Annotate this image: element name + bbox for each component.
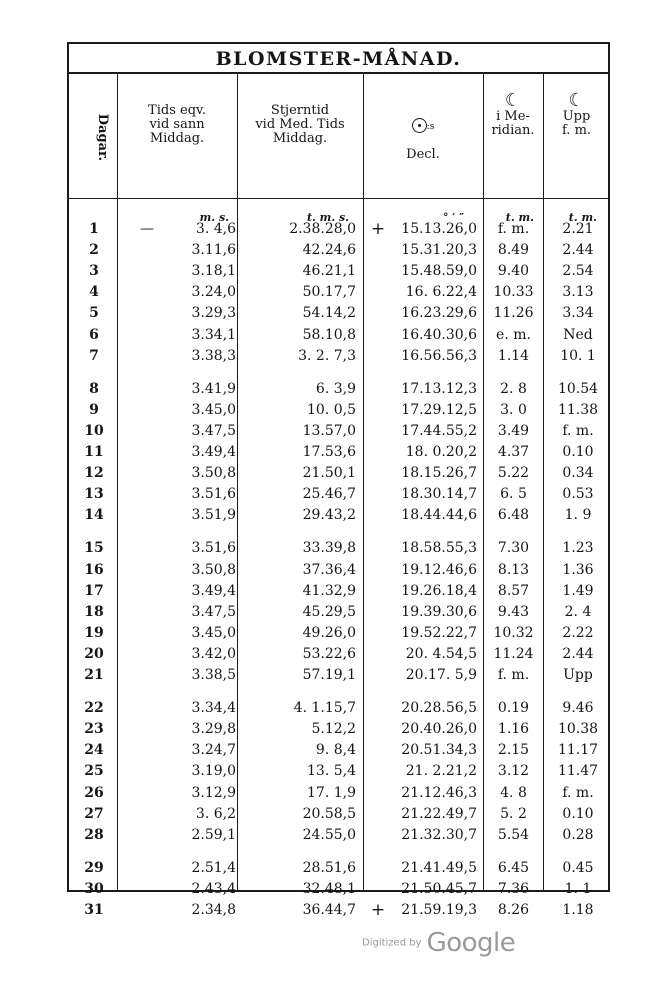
table-row xyxy=(69,463,608,484)
moon-rise-cell: 1.23 xyxy=(562,540,594,557)
equation-of-time-cell: 3.18,1 xyxy=(191,263,236,280)
day-cell: 19 xyxy=(84,624,104,641)
day-cell: 1 xyxy=(89,221,99,237)
equation-of-time-cell: 3.29,3 xyxy=(191,305,236,322)
moon-meridian-cell: 5. 2 xyxy=(500,805,527,822)
declination-cell: 21.22.49,7 xyxy=(401,805,477,822)
moon-rise-cell: 11.17 xyxy=(557,742,599,759)
moon-rise-cell: 3.13 xyxy=(562,284,594,301)
moon-meridian-cell: 0.19 xyxy=(497,700,530,717)
day-cell: 2 xyxy=(89,242,99,259)
moon-rise-cell: 0.34 xyxy=(562,465,594,482)
day-cell: 13 xyxy=(84,486,104,503)
equation-of-time-cell: 3.49,4 xyxy=(191,582,236,599)
moon-rise-cell: 0.28 xyxy=(562,826,594,843)
day-cell: 24 xyxy=(84,742,104,759)
table-row xyxy=(69,719,608,740)
table-row xyxy=(69,858,608,879)
declination-cell: 21. 2.21,2 xyxy=(405,763,477,780)
day-cell: 7 xyxy=(89,347,99,364)
table-row xyxy=(69,581,608,602)
table-row xyxy=(69,505,608,526)
table-row xyxy=(69,421,608,442)
day-cell: 6 xyxy=(89,326,99,343)
table-row xyxy=(69,783,608,804)
header-meridian: ☾ i Me- ridian. xyxy=(491,90,535,138)
sun-icon xyxy=(412,118,427,133)
moon-rise-cell: f. m. xyxy=(562,784,594,801)
sidereal-time-cell: 37.36,4 xyxy=(302,561,356,578)
sidereal-time-cell: 50.17,7 xyxy=(302,284,356,301)
declination-cell: 18.44.44,6 xyxy=(401,507,477,524)
header-decl: :s Decl. xyxy=(363,74,483,198)
declination-cell: 18. 0.20,2 xyxy=(405,444,477,460)
declination-cell: 19.39.30,6 xyxy=(401,603,477,620)
day-cell: 5 xyxy=(89,305,99,322)
declination-cell: 21.41.49,5 xyxy=(401,859,477,876)
equation-of-time-cell: 3.45,0 xyxy=(191,624,236,641)
equation-of-time-cell: 3. 6,2 xyxy=(195,805,236,822)
moon-meridian-cell: e. m. xyxy=(496,326,531,343)
sidereal-time-cell: 45.29,5 xyxy=(302,603,356,620)
declination-cell: 16.23.29,6 xyxy=(401,305,477,322)
day-cell: 15 xyxy=(84,540,104,557)
moon-meridian-cell: 8.57 xyxy=(497,582,530,599)
day-cell: 11 xyxy=(84,444,104,460)
day-cell: 8 xyxy=(89,380,99,397)
table-header xyxy=(69,74,608,224)
equation-of-time-cell: 3.12,9 xyxy=(191,784,236,801)
declination-sign-cell: + xyxy=(370,219,386,239)
equation-of-time-cell: 3.38,3 xyxy=(191,347,236,364)
table-row xyxy=(69,538,608,559)
header-tids-eqv: Tids eqv. vid sann Middag. xyxy=(148,103,206,146)
sidereal-time-cell: 41.32,9 xyxy=(302,582,356,599)
sidereal-time-cell: 20.58,5 xyxy=(302,805,356,822)
moon-meridian-cell: 9.43 xyxy=(497,603,530,620)
moon-meridian-cell: f. m. xyxy=(497,667,530,683)
moon-icon: ☾ xyxy=(504,90,522,111)
day-cell: 27 xyxy=(84,805,104,822)
sidereal-time-cell: 9. 8,4 xyxy=(315,742,356,759)
sidereal-time-cell: 28.51,6 xyxy=(302,859,356,876)
moon-meridian-cell: 9.40 xyxy=(497,263,530,280)
equation-of-time-cell: 3.34,4 xyxy=(191,700,236,717)
table-row xyxy=(69,325,608,346)
table-row xyxy=(69,698,608,719)
day-cell: 10 xyxy=(84,422,104,439)
equation-of-time-cell: 3.51,6 xyxy=(191,486,236,503)
equation-of-time-cell: 2.43,4 xyxy=(191,880,236,897)
sidereal-time-cell: 17. 1,9 xyxy=(307,784,356,801)
moon-meridian-cell: 3. 0 xyxy=(500,401,527,418)
declination-cell: 18.15.26,7 xyxy=(401,465,477,482)
equation-of-time-cell: 3.47,5 xyxy=(191,422,236,439)
declination-cell: 17.29.12,5 xyxy=(401,401,477,418)
sidereal-time-cell: 10. 0,5 xyxy=(307,401,356,418)
moon-meridian-cell: 6.45 xyxy=(497,859,530,876)
moon-rise-cell: 2. 4 xyxy=(564,603,592,620)
table-row xyxy=(69,282,608,303)
table-row xyxy=(69,804,608,825)
table-row xyxy=(69,379,608,400)
sidereal-time-cell: 33.39,8 xyxy=(302,540,356,557)
day-cell: 9 xyxy=(89,401,99,418)
header-upp: ☾ Upp f. m. xyxy=(561,90,592,138)
day-cell: 17 xyxy=(84,582,104,599)
equation-of-time-cell: 2.51,4 xyxy=(191,859,236,876)
sidereal-time-cell: 24.55,0 xyxy=(302,826,356,843)
moon-meridian-cell: 10.32 xyxy=(493,624,534,641)
sidereal-time-cell: 57.19,1 xyxy=(302,667,356,683)
moon-meridian-cell: 2. 8 xyxy=(500,380,527,397)
sidereal-time-cell: 21.50,1 xyxy=(302,465,356,482)
moon-rise-cell: 1. 1 xyxy=(564,880,592,897)
moon-meridian-cell: 5.54 xyxy=(497,826,530,843)
almanac-table xyxy=(67,42,610,920)
day-cell: 3 xyxy=(89,263,99,280)
equation-of-time-cell: 3. 4,6 xyxy=(195,221,236,237)
moon-icon: ☾ xyxy=(568,90,585,111)
moon-rise-cell: Ned xyxy=(563,326,593,343)
sidereal-time-cell: 49.26,0 xyxy=(302,624,356,641)
eq-sign-cell: — xyxy=(140,221,154,237)
declination-cell: 16. 6.22,4 xyxy=(405,284,477,301)
unit-upp: t. m. xyxy=(568,211,597,224)
sidereal-time-cell: 6. 3,9 xyxy=(315,380,356,397)
declination-cell: 20.28.56,5 xyxy=(401,700,477,717)
table-row xyxy=(69,644,608,665)
declination-cell: 21.50.45,7 xyxy=(401,880,477,897)
moon-meridian-cell: 3.49 xyxy=(497,422,530,439)
equation-of-time-cell: 3.47,5 xyxy=(191,603,236,620)
declination-cell: 19.52.22,7 xyxy=(401,624,477,641)
equation-of-time-cell: 3.41,9 xyxy=(191,380,236,397)
moon-meridian-cell: 4.37 xyxy=(497,444,530,460)
moon-meridian-cell: 4. 8 xyxy=(500,784,527,801)
equation-of-time-cell: 3.24,0 xyxy=(191,284,236,301)
declination-cell: 15.31.20,3 xyxy=(401,242,477,259)
moon-rise-cell: 10.54 xyxy=(557,380,599,397)
sidereal-time-cell: 46.21,1 xyxy=(302,263,356,280)
equation-of-time-cell: 3.42,0 xyxy=(191,645,236,662)
moon-rise-cell: 1.49 xyxy=(562,582,594,599)
declination-cell: 20. 4.54,5 xyxy=(405,645,477,662)
table-row xyxy=(69,740,608,761)
equation-of-time-cell: 3.34,1 xyxy=(191,326,236,343)
table-row xyxy=(69,484,608,505)
equation-of-time-cell: 3.51,6 xyxy=(191,540,236,557)
moon-rise-cell: 1. 9 xyxy=(564,507,592,524)
header-stjerntid: Stjerntid vid Med. Tids Middag. xyxy=(255,103,345,146)
moon-meridian-cell: 7.36 xyxy=(497,880,530,897)
day-cell: 26 xyxy=(84,784,104,801)
declination-cell: 15.13.26,0 xyxy=(401,221,477,237)
table-row xyxy=(69,400,608,421)
moon-rise-cell: 1.36 xyxy=(562,561,594,578)
sidereal-time-cell: 29.43,2 xyxy=(302,507,356,524)
day-cell: 18 xyxy=(84,603,104,620)
moon-rise-cell: 3.34 xyxy=(562,305,594,322)
moon-rise-cell: 2.44 xyxy=(562,242,594,259)
unit-tids-eqv: m. s. xyxy=(199,211,229,224)
moon-meridian-cell: 8.26 xyxy=(497,902,530,918)
moon-rise-cell: 0.45 xyxy=(562,859,594,876)
moon-rise-cell: 2.54 xyxy=(562,263,594,280)
moon-rise-cell: 11.38 xyxy=(557,401,599,418)
sidereal-time-cell: 13.57,0 xyxy=(302,422,356,439)
table-row xyxy=(69,665,608,686)
unit-stjerntid: t. m. s. xyxy=(306,211,349,224)
declination-cell: 20.51.34,3 xyxy=(401,742,477,759)
table-row xyxy=(69,219,608,240)
equation-of-time-cell: 3.51,9 xyxy=(191,507,236,524)
equation-of-time-cell: 2.34,8 xyxy=(191,902,236,918)
table-row xyxy=(69,442,608,463)
moon-rise-cell: 10.38 xyxy=(557,721,599,738)
moon-meridian-cell: 2.15 xyxy=(497,742,530,759)
equation-of-time-cell: 3.19,0 xyxy=(191,763,236,780)
equation-of-time-cell: 3.45,0 xyxy=(191,401,236,418)
equation-of-time-cell: 3.50,8 xyxy=(191,465,236,482)
moon-rise-cell: 11.47 xyxy=(557,763,599,780)
sidereal-time-cell: 53.22,6 xyxy=(302,645,356,662)
page-title: BLOMSTER-MÅNAD. xyxy=(69,44,608,74)
declination-sign-cell: + xyxy=(370,900,386,920)
day-cell: 28 xyxy=(84,826,104,843)
equation-of-time-cell: 3.24,7 xyxy=(191,742,236,759)
sidereal-time-cell: 36.44,7 xyxy=(302,902,356,918)
table-row xyxy=(69,560,608,581)
moon-rise-cell: 0.53 xyxy=(562,486,594,503)
declination-cell: 15.48.59,0 xyxy=(401,263,477,280)
unit-meridian: t. m. xyxy=(505,211,534,224)
moon-meridian-cell: 1.14 xyxy=(497,347,530,364)
table-row xyxy=(69,240,608,261)
declination-cell: 16.40.30,6 xyxy=(401,326,477,343)
day-cell: 21 xyxy=(84,667,104,683)
day-cell: 29 xyxy=(84,859,104,876)
sidereal-time-cell: 54.14,2 xyxy=(302,305,356,322)
moon-rise-cell: 2.44 xyxy=(562,645,594,662)
table-row xyxy=(69,623,608,644)
sidereal-time-cell: 25.46,7 xyxy=(302,486,356,503)
day-cell: 4 xyxy=(89,284,99,301)
table-row xyxy=(69,346,608,367)
moon-rise-cell: 9.46 xyxy=(562,700,594,717)
day-cell: 20 xyxy=(84,645,104,662)
day-cell: 25 xyxy=(84,763,104,780)
unit-decl: ° ′ ″ xyxy=(443,211,464,224)
table-row xyxy=(69,900,608,921)
header-dagar: Dagar. xyxy=(95,113,111,162)
table-row xyxy=(69,825,608,846)
moon-rise-cell: 0.10 xyxy=(562,805,594,822)
moon-rise-cell: 2.22 xyxy=(562,624,594,641)
declination-cell: 18.30.14,7 xyxy=(401,486,477,503)
declination-cell: 21.59.19,3 xyxy=(401,902,477,918)
day-cell: 12 xyxy=(84,465,104,482)
declination-cell: 18.58.55,3 xyxy=(401,540,477,557)
sidereal-time-cell: 3. 2. 7,3 xyxy=(298,347,356,364)
moon-meridian-cell: 8.49 xyxy=(497,242,530,259)
declination-cell: 19.12.46,6 xyxy=(401,561,477,578)
day-cell: 23 xyxy=(84,721,104,738)
equation-of-time-cell: 3.11,6 xyxy=(191,242,236,259)
sidereal-time-cell: 13. 5,4 xyxy=(307,763,356,780)
moon-rise-cell: 0.10 xyxy=(562,444,594,460)
moon-meridian-cell: 6. 5 xyxy=(500,486,527,503)
moon-rise-cell: 2.21 xyxy=(562,221,594,237)
declination-cell: 17.44.55,2 xyxy=(401,422,477,439)
moon-rise-cell: 10. 1 xyxy=(560,347,596,364)
sidereal-time-cell: 5.12,2 xyxy=(311,721,356,738)
moon-meridian-cell: 5.22 xyxy=(497,465,530,482)
moon-meridian-cell: 7.30 xyxy=(497,540,530,557)
equation-of-time-cell: 2.59,1 xyxy=(191,826,236,843)
moon-rise-cell: Upp xyxy=(563,667,593,683)
table-row xyxy=(69,761,608,782)
day-cell: 16 xyxy=(84,561,104,578)
sidereal-time-cell: 32.48,1 xyxy=(302,880,356,897)
sidereal-time-cell: 58.10,8 xyxy=(302,326,356,343)
day-cell: 22 xyxy=(84,700,104,717)
declination-cell: 20.17. 5,9 xyxy=(405,667,477,683)
equation-of-time-cell: 3.50,8 xyxy=(191,561,236,578)
moon-meridian-cell: 1.16 xyxy=(497,721,530,738)
table-row xyxy=(69,879,608,900)
declination-cell: 20.40.26,0 xyxy=(401,721,477,738)
table-row xyxy=(69,261,608,282)
day-cell: 30 xyxy=(84,880,104,897)
google-logo: Google xyxy=(426,928,516,958)
declination-cell: 16.56.56,3 xyxy=(401,347,477,364)
declination-cell: 21.32.30,7 xyxy=(401,826,477,843)
moon-meridian-cell: f. m. xyxy=(497,221,530,237)
equation-of-time-cell: 3.29,8 xyxy=(191,721,236,738)
table-row xyxy=(69,303,608,324)
sidereal-time-cell: 17.53,6 xyxy=(302,444,356,460)
declination-cell: 17.13.12,3 xyxy=(401,380,477,397)
day-cell: 31 xyxy=(84,902,104,918)
sidereal-time-cell: 42.24,6 xyxy=(302,242,356,259)
table-row xyxy=(69,602,608,623)
declination-cell: 19.26.18,4 xyxy=(401,582,477,599)
moon-meridian-cell: 11.24 xyxy=(493,645,534,662)
equation-of-time-cell: 3.38,5 xyxy=(191,667,236,683)
moon-rise-cell: 1.18 xyxy=(562,902,594,918)
sidereal-time-cell: 4. 1.15,7 xyxy=(293,700,356,717)
moon-meridian-cell: 3.12 xyxy=(497,763,530,780)
moon-meridian-cell: 8.13 xyxy=(497,561,530,578)
equation-of-time-cell: 3.49,4 xyxy=(191,444,236,460)
moon-meridian-cell: 10.33 xyxy=(493,284,534,301)
digitized-by-google: Digitized by Google xyxy=(362,928,516,958)
sidereal-time-cell: 2.38.28,0 xyxy=(289,221,356,237)
moon-rise-cell: f. m. xyxy=(562,422,594,439)
declination-cell: 21.12.46,3 xyxy=(401,784,477,801)
moon-meridian-cell: 6.48 xyxy=(497,507,530,524)
moon-meridian-cell: 11.26 xyxy=(493,305,534,322)
day-cell: 14 xyxy=(84,507,104,524)
